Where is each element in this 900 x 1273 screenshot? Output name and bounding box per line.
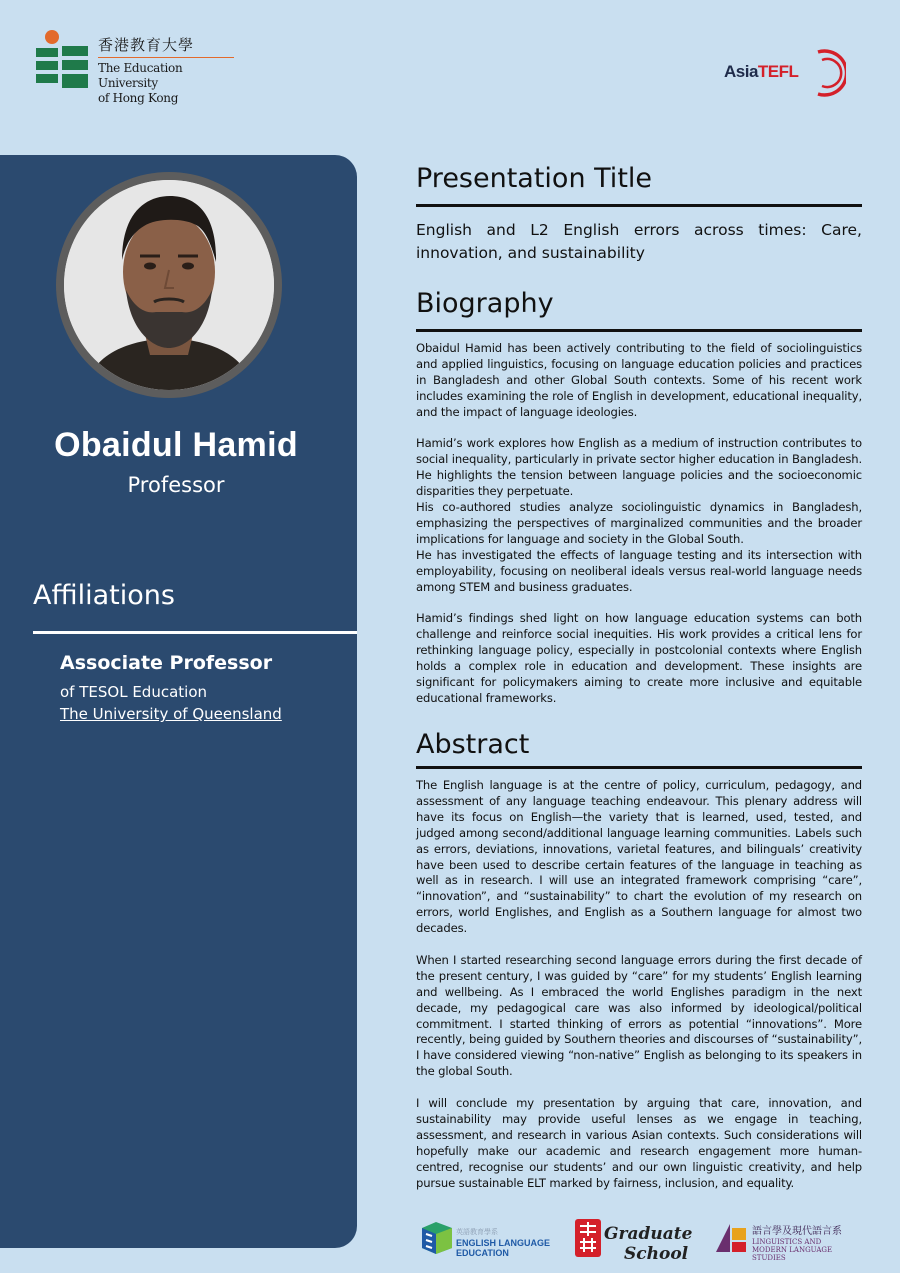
speaker-portrait-icon	[64, 180, 274, 390]
abstract-paragraph: The English language is at the centre of policy, curriculum, pedagogy, and assessment of any language teaching endeavour. This plenary address will have its focus on English—the variety that is learned, used, tested, and judged among second/additional language learning communities. Labels such as errors, deviations, innovations, varietal features, and bilinguals’ creativity have been used to describe certain features of the language in teaching as well as in research. I will use an integrated framework comprising “care”, “innovation”, and “sustainability” to chart the evolution of my research on errors, world Englishes, and English as a Southern language for almost two decades.	[416, 778, 862, 936]
lml-wordmark	[752, 1226, 854, 1262]
ele-wordmark	[456, 1228, 550, 1258]
biography-body	[416, 341, 862, 707]
eduhk-emblem-icon	[34, 30, 90, 92]
asiatefl-wordmark	[724, 62, 798, 82]
biography-paragraph: Hamid’s findings shed light on how language education systems can both challenge and reinforce social inequities. His work provides a critical lens for rethinking language policy, especially in postcolonial contexts where English holds a complex role in education and development. These insights are significant for policymakers aiming to create more inclusive and equitable educational frameworks.	[416, 611, 862, 705]
ele-chinese-name: 英語教育學系	[456, 1229, 498, 1236]
asiatefl-logo	[722, 46, 846, 98]
affiliations-divider	[33, 631, 357, 634]
presentation-title-divider	[416, 204, 862, 207]
affiliations-heading: Affiliations	[33, 580, 175, 611]
graduate-school-line1: Graduate	[604, 1224, 693, 1244]
english-language-education-logo	[420, 1220, 550, 1256]
speaker-photo-frame	[56, 172, 282, 398]
abstract-heading: Abstract	[416, 729, 530, 760]
ele-name-line1: ENGLISH LANGUAGE	[456, 1238, 551, 1248]
lml-emblem-icon	[714, 1222, 748, 1254]
eduhk-name-line1: The Education University	[98, 61, 183, 90]
asiatefl-tefl-text: TEFL	[757, 62, 799, 81]
eduhk-name-line2: of Hong Kong	[98, 91, 179, 105]
graduate-school-logo	[574, 1218, 693, 1264]
eduhk-wordmark	[98, 36, 244, 106]
speaker-photo	[64, 180, 274, 390]
linguistics-modern-language-logo	[714, 1222, 854, 1262]
biography-paragraph: His co-authored studies analyze sociolinguistic dynamics in Bangladesh, emphasizing the perspectives of marginalized communities and the broader implications for language and society in the Global South.	[416, 500, 862, 546]
eduhk-chinese-name: 香港教育大學	[98, 36, 195, 54]
abstract-paragraph: I will conclude my presentation by arguing that care, innovation, and sustainability may provide useful lenses as we engage in teaching, assessment, and research in various Asian contexts. Such considerations will hopefully make our academic and research engagement more human-centred, recognise our students’ and our own linguistic creativity, and help pursue sustainable ELT marked by fairness, inclusion, and equality.	[416, 1096, 862, 1190]
lml-name-line1: LINGUISTICS AND	[752, 1238, 822, 1246]
affiliation-university-link[interactable]: The University of Queensland	[60, 705, 282, 723]
abstract-body	[416, 778, 862, 1192]
affiliation-position: Associate Professor	[60, 652, 273, 674]
ele-cube-icon	[420, 1220, 454, 1256]
biography-paragraph: Obaidul Hamid has been actively contributing to the field of sociolinguistics and applied linguistics, focusing on language education policies and practices in Bangladesh and other Global South contexts. Some of his recent work includes examining the role of English in development, educational inequality, and the impact of language ideologies.	[416, 341, 862, 419]
presentation-title-heading: Presentation Title	[416, 163, 653, 194]
speaker-name: Obaidul Hamid	[54, 426, 298, 464]
asiatefl-asia-text: Asia	[724, 62, 758, 81]
presentation-title-text: English and L2 English errors across times: Care, innovation, and sustainability	[416, 221, 862, 262]
ele-name-line2: EDUCATION	[456, 1248, 509, 1258]
biography-divider	[416, 329, 862, 332]
speaker-role: Professor	[127, 473, 225, 497]
eduhk-divider	[98, 57, 234, 58]
graduate-school-line2: School	[624, 1244, 689, 1264]
biography-paragraph: Hamid’s work explores how English as a medium of instruction contributes to social inequality, particularly in private sector higher education in Bangladesh. He highlights the tension between language policies and the socioeconomic disparities they perpetuate.	[416, 436, 862, 499]
abstract-paragraph: When I started researching second language errors during the first decade of the present century, I was guided by “care” for my students’ English learning and wellbeing. As I embraced the world Englishes paradigm in the next decade, my pedagogical care was also informed by ideological/political commitment. I started thinking of errors as potential “innovations”. More recently, being guided by Southern theories and discourses of “sustainability”, I have considered viewing “non-native” English as belonging to its speakers in the global South.	[416, 952, 862, 1079]
affiliation-department: of TESOL Education	[60, 683, 207, 701]
abstract-divider	[416, 766, 862, 769]
graduate-school-seal-icon	[574, 1218, 602, 1258]
lml-chinese-name: 語言學及現代語言系	[752, 1226, 842, 1237]
graduate-school-wordmark	[604, 1224, 692, 1264]
biography-heading: Biography	[416, 288, 554, 319]
biography-paragraph: He has investigated the effects of language testing and its intersection with employability, focusing on neoliberal ideals versus real-world language needs among STEM and business graduates.	[416, 547, 862, 594]
eduhk-logo	[34, 30, 244, 105]
lml-name-line2: MODERN LANGUAGE STUDIES	[752, 1246, 833, 1262]
